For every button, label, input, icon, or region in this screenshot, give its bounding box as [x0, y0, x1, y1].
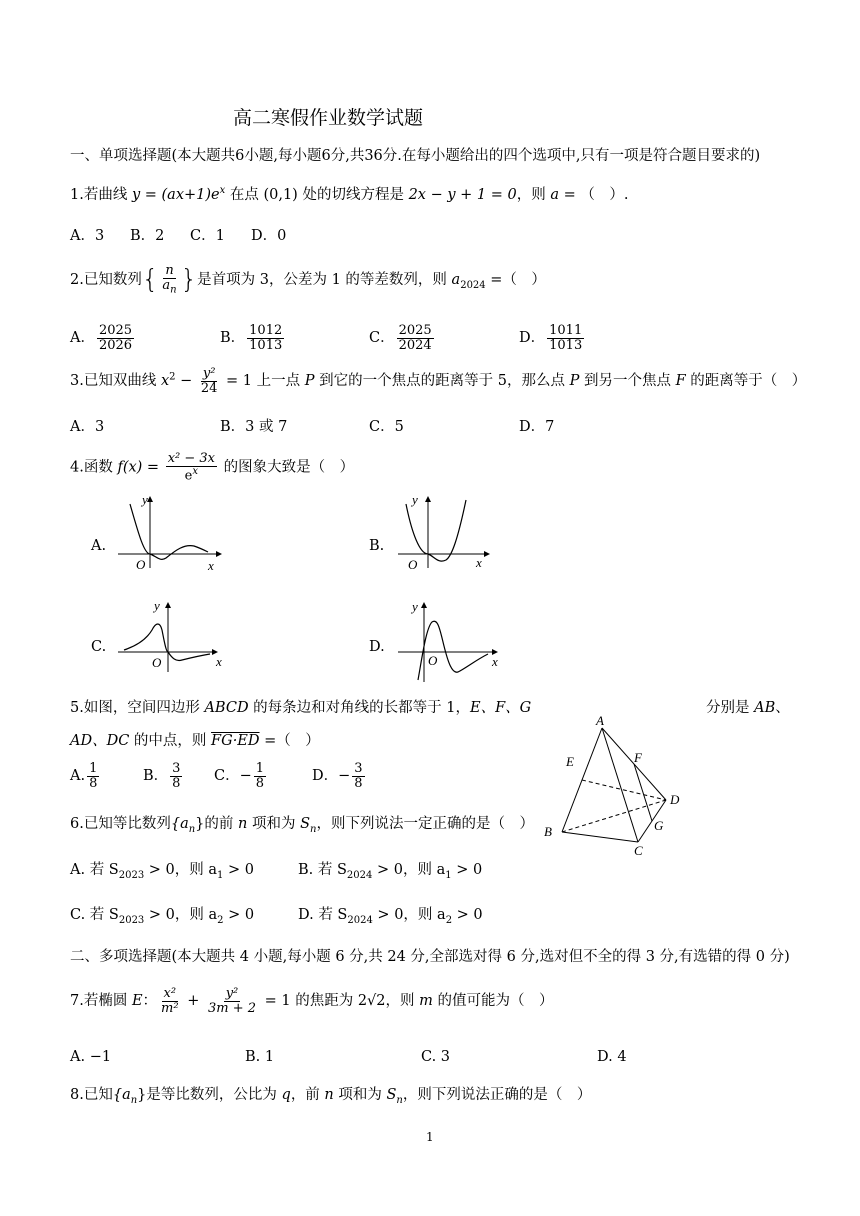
question-8: 8.已知$\{a_n\}$是等比数列，公比为 q，前 n 项和为 $S_n$，则下列说法正确的是（ ） — [70, 1087, 592, 1106]
q2-option-d: D． $\frac{1011}{1013}$ — [519, 323, 583, 353]
q6-option-b: B. 若 $S_{2024} > 0$，则 $a_1 > 0$ — [298, 862, 483, 881]
question-1: 1.若曲线 $y = (ax+1)e^x$ 在点 (0,1) 处的切线方程是 2x − y + 1 = 0，则 a = （ ）. — [70, 185, 629, 203]
q3-option-c: C．5 — [369, 419, 404, 435]
q5-option-c: C．− $\frac{1}{8}$ — [214, 761, 265, 791]
q4-option-c-label: C. — [91, 639, 107, 655]
q6-option-d: D. 若 $S_{2024} > 0$，则 $a_2 > 0$ — [298, 907, 483, 926]
q5-option-a: A. $\frac{1}{8}$ — [70, 761, 98, 791]
q7-option-d: D. 4 — [597, 1049, 627, 1065]
q1-option-a: A．3 — [70, 228, 105, 244]
q3-option-b: B．3 或 7 — [220, 419, 288, 435]
question-7: 7.若椭圆 E： $\frac{\text{x²}}{\text{m²}}$ + $\frac{\text{y²}}{3m + 2}$ = 1 的焦距为 2√2，则 m 的值可能为（ ） — [70, 986, 554, 1016]
q5-label-f: F — [634, 750, 642, 765]
q4-graph-a-x-label: x — [208, 558, 214, 572]
q4-graph-b-x-label: x — [476, 555, 482, 570]
q5-option-b: B． $\frac{3}{8}$ — [143, 761, 181, 791]
section-2-heading: 二、多项选择题(本大题共 4 小题,每小题 6 分,共 24 分,全部选对得 6 分,选对但不全的得 3 分,有选错的得 0 分) — [70, 949, 790, 965]
q5-option-d: D．− $\frac{3}{8}$ — [312, 761, 363, 791]
q4-graph-d-y-label: y — [412, 599, 418, 614]
q7-option-a: A. −1 — [70, 1049, 112, 1065]
q5-label-e: E — [566, 754, 574, 769]
q4-graph-a — [112, 492, 222, 572]
q2-option-b: B． $\frac{1012}{1013}$ — [220, 323, 283, 353]
q4-graph-c-x-label: x — [216, 654, 222, 669]
q2-option-c: C． $\frac{2025}{2024}$ — [369, 323, 432, 353]
q4-graph-a-y-label: y — [142, 492, 148, 507]
q4-graph-c-origin: O — [152, 655, 162, 670]
q1-option-c: C．1 — [190, 228, 225, 244]
question-3: 3.已知双曲线 $x^2$ − $\frac{\text{y²}}{24}$ = 1 上一点 P 到它的一个焦点的距离等于 5，那么点 P 到另一个焦点 F 的距离等于（ ） — [70, 366, 807, 396]
question-5-line-1-right: 分别是 AB、 — [706, 700, 790, 716]
q4-graph-c — [112, 598, 232, 674]
q4-option-b-label: B. — [369, 538, 385, 554]
q4-graph-c-y-label: y — [154, 598, 160, 613]
q4-option-d-label: D. — [369, 639, 385, 655]
q4-graph-b-origin: O — [408, 557, 418, 572]
q5-label-d: D — [670, 792, 680, 807]
q3-option-d: D．7 — [519, 419, 555, 435]
q7-option-c: C. 3 — [421, 1049, 451, 1065]
question-5-line-2: AD、DC 的中点，则 FG·ED =（ ） — [70, 733, 320, 749]
page-number: 1 — [426, 1130, 434, 1144]
q4-graph-d-x-label: x — [492, 654, 498, 669]
question-2: 2.已知数列{ $\frac{n}{a_n}$ }是首项为 3，公差为 1 的等差数列，则 $a_{2024}$ =（ ） — [70, 263, 546, 296]
q4-graph-b-y-label: y — [412, 492, 418, 507]
page-title: 高二寒假作业数学试题 — [233, 107, 424, 129]
q2-option-a: A． $\frac{2025}{2026}$ — [70, 323, 133, 353]
q4-graph-b — [392, 492, 502, 572]
q6-option-a: A. 若 $S_{2023} > 0$，则 $a_1 > 0$ — [70, 862, 255, 881]
q5-label-a: A — [596, 713, 604, 728]
q5-label-b: B — [544, 824, 552, 839]
q5-label-g: G — [654, 818, 664, 833]
q1-option-b: B．2 — [130, 228, 165, 244]
q4-graph-a-origin: O — [136, 557, 146, 572]
q6-option-c: C. 若 $S_{2023} > 0$，则 $a_2 > 0$ — [70, 907, 255, 926]
q7-option-b: B. 1 — [245, 1049, 275, 1065]
q4-graph-d — [392, 598, 512, 688]
question-5-line-1: 5.如图，空间四边形 ABCD 的每条边和对角线的长都等于 1，E、F、G — [70, 700, 532, 716]
q1-option-d: D．0 — [251, 228, 287, 244]
q3-option-a: A．3 — [70, 419, 105, 435]
q4-option-a-label: A. — [91, 538, 107, 554]
question-6: 6.已知等比数列$\{a_n\}$的前 n 项和为 $S_n$，则下列说法一定正确的是（ ） — [70, 816, 534, 835]
q5-label-c: C — [634, 843, 643, 858]
section-1-heading: 一、单项选择题(本大题共6小题,每小题6分,共36分.在每小题给出的四个选项中,只有一项是符合题目要求的) — [70, 148, 761, 164]
q5-tetrahedron-figure — [538, 712, 698, 862]
q4-graph-d-origin: O — [428, 653, 438, 668]
question-4: 4.函数 f(x) = $\frac{\text{x² − 3x}}{e^x}$ 的图象大致是（ ） — [70, 451, 355, 483]
